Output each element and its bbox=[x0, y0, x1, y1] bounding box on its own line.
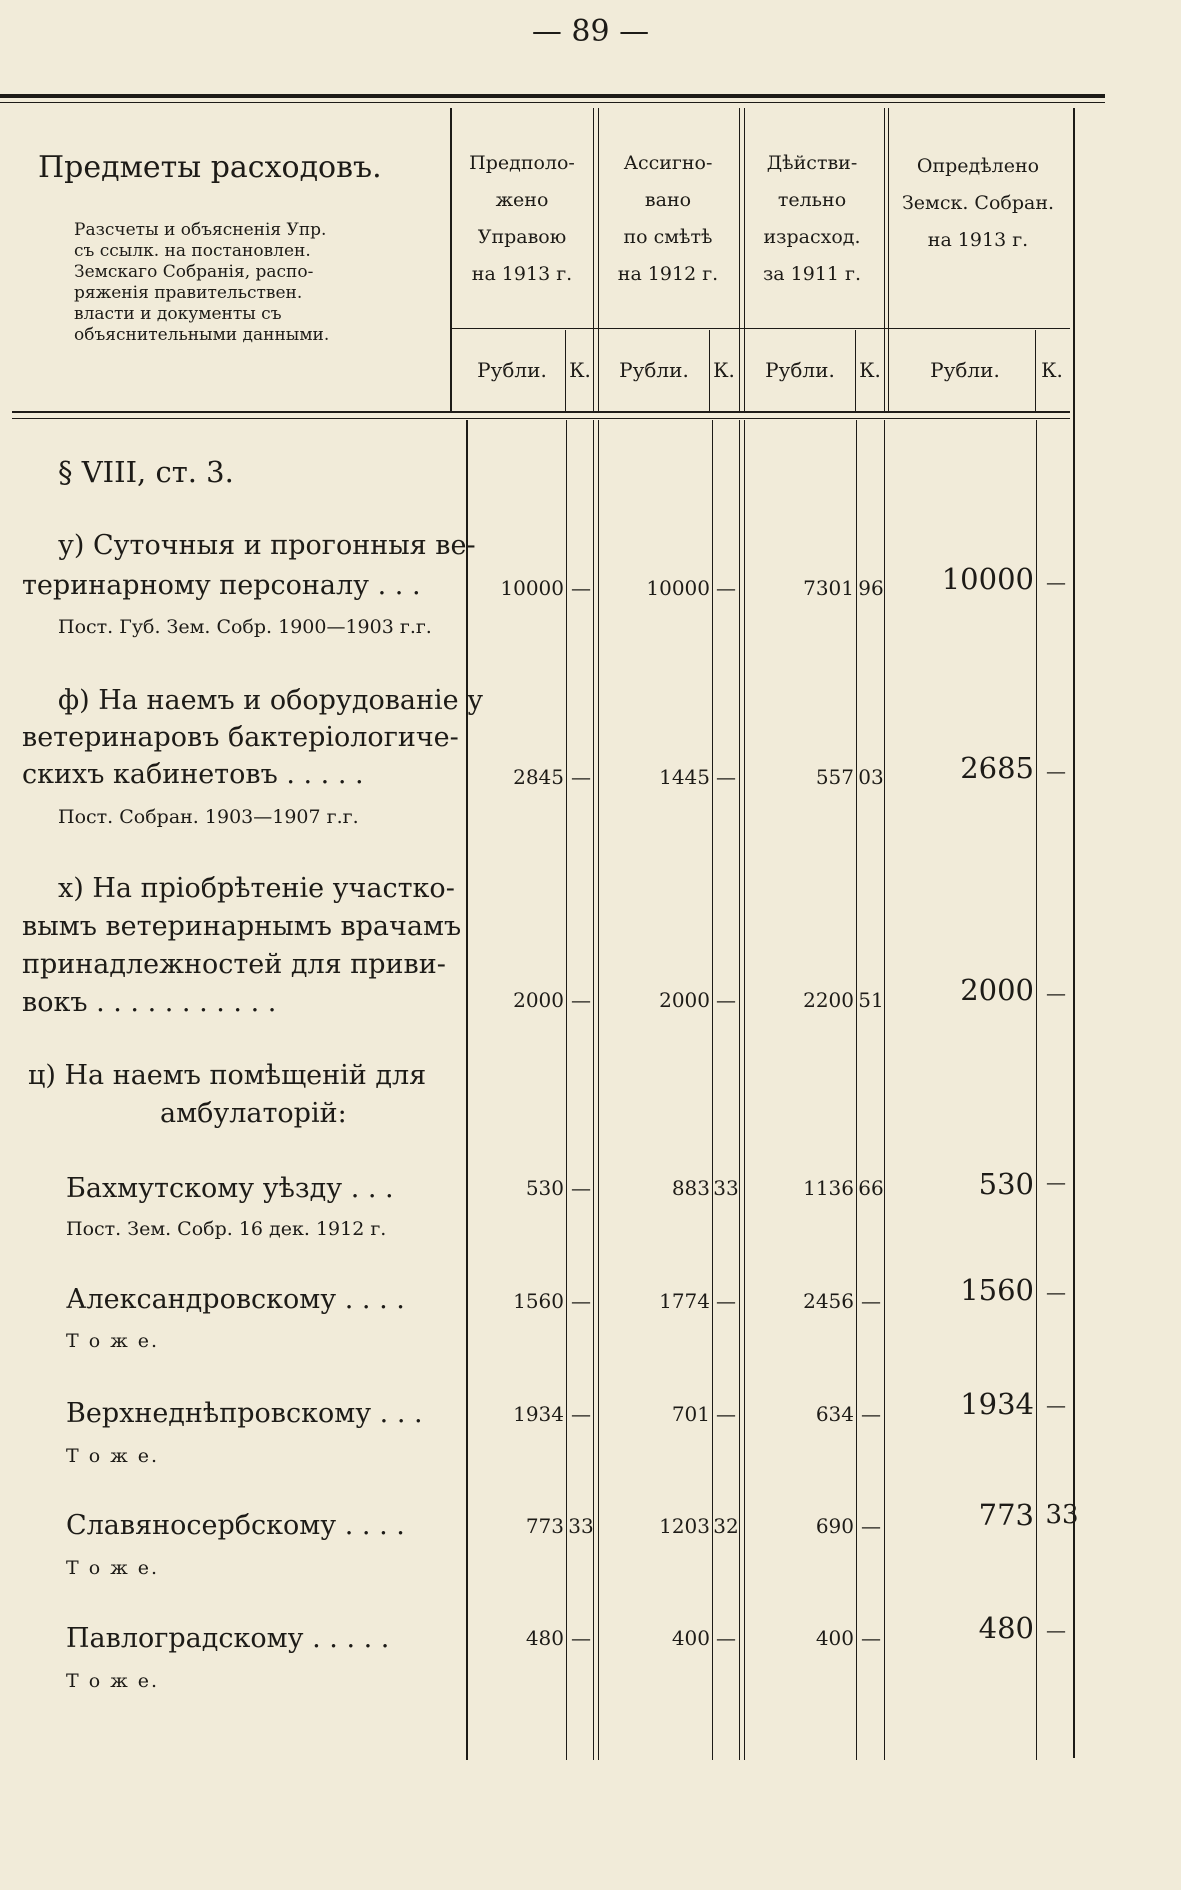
cell-rub: 400 bbox=[815, 1626, 854, 1650]
cell-kop: — bbox=[1046, 1618, 1066, 1642]
column-header-line: Управою bbox=[477, 226, 567, 248]
cell-kop: — bbox=[1046, 570, 1066, 594]
unit-rub: Рубли. bbox=[619, 358, 689, 382]
top-rule-thin bbox=[0, 102, 1105, 103]
cell-rub: 701 bbox=[671, 1402, 710, 1426]
cell-rub: 1203 bbox=[659, 1514, 710, 1538]
cell-rub: 1136 bbox=[803, 1176, 854, 1200]
cell-kop: 96 bbox=[858, 576, 884, 600]
unit-kop: К. bbox=[1041, 358, 1063, 382]
column-header-line: Дѣйстви- bbox=[766, 152, 858, 174]
header-subtitle-line: Земскаго Собранія, распо- bbox=[74, 262, 314, 282]
v-rule bbox=[450, 108, 452, 411]
cell-kop: — bbox=[716, 765, 736, 789]
v-rule bbox=[739, 420, 740, 1760]
item-label-line: скихъ кабинетовъ . . . . . bbox=[22, 759, 364, 790]
column-header-assigned bbox=[598, 145, 738, 293]
cell-kop: — bbox=[861, 1626, 881, 1650]
cell-rub: 2685 bbox=[960, 751, 1034, 785]
item-label-line: ветеринаровъ бактеріологиче- bbox=[22, 722, 459, 753]
cell-rub: 530 bbox=[525, 1176, 564, 1200]
item-label-line: Верхнеднѣпровскому . . . bbox=[66, 1398, 423, 1429]
item-label-line: у) Суточныя и прогонныя ве- bbox=[58, 530, 476, 561]
header-subtitle bbox=[74, 220, 329, 346]
v-rule bbox=[593, 108, 594, 411]
cell-kop: — bbox=[571, 1289, 591, 1313]
cell-rub: 10000 bbox=[646, 576, 710, 600]
cell-rub: 480 bbox=[978, 1611, 1034, 1645]
column-header-line: на 1913 г. bbox=[471, 263, 573, 285]
v-rule bbox=[739, 108, 740, 411]
cell-rub: 773 bbox=[525, 1514, 564, 1538]
header-subtitle-line: объяснительными данными. bbox=[74, 325, 330, 345]
v-rule bbox=[744, 420, 745, 1760]
unit-rub: Рубли. bbox=[477, 358, 547, 382]
column-header-line: Опредѣлено bbox=[916, 155, 1040, 177]
cell-kop: — bbox=[1046, 759, 1066, 783]
header-title: Предметы расходовъ. bbox=[38, 150, 382, 185]
cell-rub: 10000 bbox=[500, 576, 564, 600]
cell-rub: 2000 bbox=[960, 973, 1034, 1007]
item-label-line: ф) На наемъ и оборудованіе у bbox=[58, 685, 484, 716]
cell-rub: 1934 bbox=[960, 1387, 1034, 1421]
header-subtitle-line: ряженія правительствен. bbox=[74, 283, 303, 303]
header-subtitle-line: власти и документы съ bbox=[74, 304, 282, 324]
column-header-planned bbox=[452, 145, 592, 293]
item-label-line: Славяносербскому . . . . bbox=[66, 1510, 405, 1541]
cell-kop: — bbox=[571, 576, 591, 600]
cell-rub: 2456 bbox=[803, 1289, 854, 1313]
page-number: — 89 — bbox=[531, 14, 650, 49]
unit-kop: К. bbox=[713, 358, 735, 382]
unit-rub: Рубли. bbox=[930, 358, 1000, 382]
header-bottom-rule-2 bbox=[12, 418, 1070, 419]
column-header-line: Ассигно- bbox=[623, 152, 713, 174]
item-label-line: принадлежностей для приви- bbox=[22, 949, 446, 980]
item-note: Т о ж е. bbox=[66, 1670, 159, 1692]
header-subtitle-line: съ ссылк. на постановлен. bbox=[74, 241, 311, 261]
v-rule bbox=[1036, 420, 1037, 1760]
item-label-line: Бахмутскому уѣзду . . . bbox=[66, 1173, 394, 1204]
cell-kop: 03 bbox=[858, 765, 884, 789]
cell-kop: — bbox=[1046, 981, 1066, 1005]
cell-kop: — bbox=[861, 1514, 881, 1538]
cell-rub: 773 bbox=[978, 1498, 1034, 1532]
cell-rub: 2000 bbox=[513, 988, 564, 1012]
cell-kop: — bbox=[716, 1402, 736, 1426]
item-label-line: теринарному персоналу . . . bbox=[22, 570, 421, 601]
section-title: § VIII, ст. 3. bbox=[58, 455, 234, 489]
column-header-determined bbox=[888, 148, 1068, 259]
v-rule bbox=[712, 420, 713, 1760]
cell-rub: 10000 bbox=[941, 562, 1034, 596]
cell-rub: 883 bbox=[671, 1176, 710, 1200]
column-header-line: по смѣтѣ bbox=[623, 226, 713, 248]
cell-rub: 634 bbox=[815, 1402, 854, 1426]
cell-kop: — bbox=[1046, 1393, 1066, 1417]
cell-kop: 33 bbox=[713, 1176, 739, 1200]
cell-rub: 1560 bbox=[513, 1289, 564, 1313]
cell-rub: 2000 bbox=[659, 988, 710, 1012]
cell-kop: 33 bbox=[1045, 1500, 1079, 1530]
cell-rub: 2845 bbox=[513, 765, 564, 789]
cell-kop: — bbox=[571, 765, 591, 789]
item-note: Пост. Губ. Зем. Собр. 1900—1903 г.г. bbox=[58, 616, 432, 638]
cell-kop: — bbox=[1046, 1280, 1066, 1304]
cell-kop: — bbox=[716, 988, 736, 1012]
cell-kop: — bbox=[716, 1626, 736, 1650]
v-rule bbox=[884, 108, 885, 411]
cell-rub: 480 bbox=[525, 1626, 564, 1650]
v-rule bbox=[466, 420, 468, 1760]
column-header-line: на 1912 г. bbox=[617, 263, 719, 285]
v-rule bbox=[856, 420, 857, 1760]
column-header-line: тельно bbox=[777, 189, 847, 211]
column-header-line: на 1913 г. bbox=[927, 229, 1029, 251]
item-label-line: Александровскому . . . . bbox=[66, 1284, 405, 1315]
unit-kop: К. bbox=[859, 358, 881, 382]
header-bottom-rule bbox=[12, 411, 1070, 413]
v-rule bbox=[566, 420, 567, 1760]
cell-rub: 690 bbox=[815, 1514, 854, 1538]
cell-kop: 32 bbox=[713, 1514, 739, 1538]
item-label-line: амбулаторій: bbox=[160, 1098, 347, 1129]
cell-rub: 1445 bbox=[659, 765, 710, 789]
cell-kop: — bbox=[571, 1402, 591, 1426]
item-note: Т о ж е. bbox=[66, 1445, 159, 1467]
v-rule-kop bbox=[1035, 330, 1036, 411]
item-label-line: Павлоградскому . . . . . bbox=[66, 1623, 390, 1654]
column-header-spent bbox=[742, 145, 882, 293]
header-subtitle-line: Разсчеты и объясненія Упр. bbox=[74, 220, 327, 240]
column-header-line: жено bbox=[495, 189, 549, 211]
column-header-line: Предполо- bbox=[469, 152, 575, 174]
v-rule-kop bbox=[709, 330, 710, 411]
column-header-line: за 1911 г. bbox=[762, 263, 862, 285]
top-rule bbox=[0, 94, 1105, 98]
cell-rub: 1934 bbox=[513, 1402, 564, 1426]
cell-rub: 400 bbox=[671, 1626, 710, 1650]
cell-kop: — bbox=[1046, 1170, 1066, 1194]
units-rule bbox=[452, 328, 1070, 329]
v-rule bbox=[744, 108, 745, 411]
item-note: Пост. Зем. Собр. 16 дек. 1912 г. bbox=[66, 1218, 387, 1240]
item-note: Т о ж е. bbox=[66, 1557, 159, 1579]
item-label-line: ц) На наемъ помѣщеній для bbox=[28, 1060, 427, 1091]
v-rule bbox=[888, 108, 889, 411]
cell-rub: 1774 bbox=[659, 1289, 710, 1313]
cell-kop: 33 bbox=[568, 1514, 594, 1538]
unit-kop: К. bbox=[569, 358, 591, 382]
column-header-line: вано bbox=[644, 189, 692, 211]
unit-rub: Рубли. bbox=[765, 358, 835, 382]
cell-rub: 7301 bbox=[803, 576, 854, 600]
cell-rub: 2200 bbox=[803, 988, 854, 1012]
v-rule-kop bbox=[855, 330, 856, 411]
v-rule bbox=[598, 420, 599, 1760]
v-rule bbox=[884, 420, 885, 1760]
item-note: Т о ж е. bbox=[66, 1330, 159, 1352]
cell-rub: 557 bbox=[815, 765, 854, 789]
v-rule-kop bbox=[565, 330, 566, 411]
cell-rub: 1560 bbox=[960, 1273, 1034, 1307]
item-note: Пост. Собран. 1903—1907 г.г. bbox=[58, 806, 359, 828]
cell-kop: — bbox=[861, 1289, 881, 1313]
cell-kop: — bbox=[571, 1626, 591, 1650]
item-label-line: вымъ ветеринарнымъ врачамъ bbox=[22, 911, 462, 942]
cell-kop: 66 bbox=[858, 1176, 884, 1200]
cell-kop: — bbox=[861, 1402, 881, 1426]
column-header-line: Земск. Собран. bbox=[901, 192, 1055, 214]
column-header-line: израсход. bbox=[763, 226, 861, 248]
item-label-line: х) На пріобрѣтеніе участко- bbox=[58, 873, 455, 904]
cell-kop: 51 bbox=[858, 988, 884, 1012]
cell-rub: 530 bbox=[978, 1167, 1034, 1201]
cell-kop: — bbox=[571, 1176, 591, 1200]
cell-kop: — bbox=[716, 576, 736, 600]
item-label-line: вокъ . . . . . . . . . . . bbox=[22, 987, 277, 1018]
cell-kop: — bbox=[716, 1289, 736, 1313]
cell-kop: — bbox=[571, 988, 591, 1012]
v-rule bbox=[593, 420, 594, 1760]
v-rule bbox=[598, 108, 599, 411]
